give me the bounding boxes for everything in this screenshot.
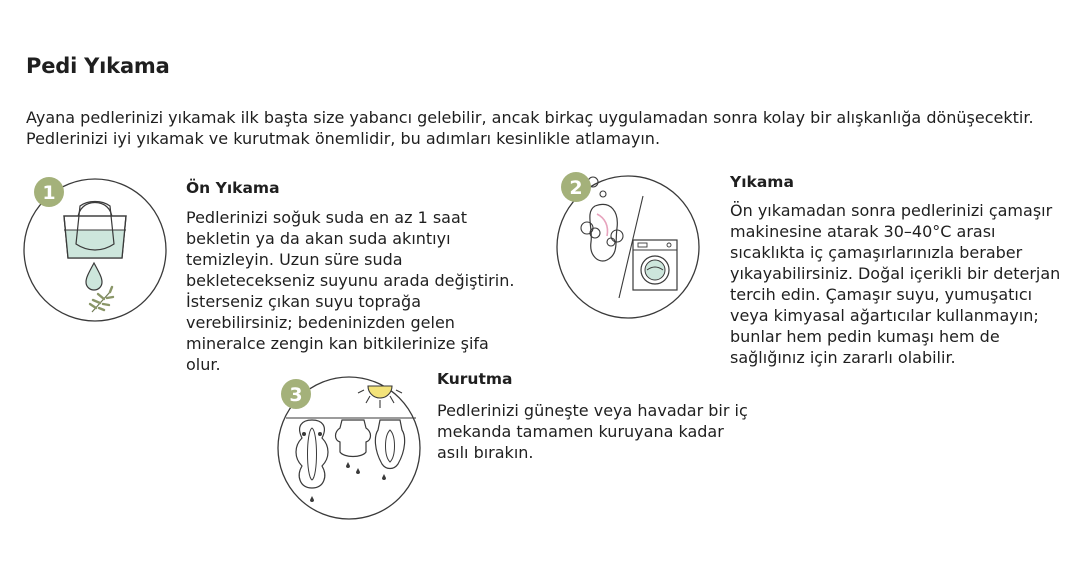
step-1-heading: Ön Yıkama [186, 179, 280, 197]
step-2-illustration [555, 166, 705, 326]
step-3-heading: Kurutma [437, 370, 513, 388]
step-2-heading: Yıkama [730, 173, 794, 191]
step-3-text: Pedlerinizi güneşte veya havadar bir iç mekanda tamamen kuruyana kadar asılı bırakın. [437, 401, 748, 462]
washing-machine-icon [555, 166, 705, 322]
step-3-number: 3 [289, 384, 303, 406]
sun-drying-line-icon [276, 372, 426, 524]
bucket-water-drop-plant-icon [22, 172, 172, 324]
step-3-illustration [276, 372, 426, 528]
intro-paragraph: Ayana pedlerinizi yıkamak ilk başta size yabancı gelebilir, ancak birkaç uygulamadan sonra kolay bir alışkanlığa dönüşecektir. Pedlerinizi iyi yıkamak ve kurutmak önemlidir, bu adımları kesinlikle atlamayın. [26, 108, 1034, 148]
page-title: Pedi Yıkama [26, 54, 170, 78]
step-2-text: Ön yıkamadan sonra pedlerinizi çamaşır makinesine atarak 30–40°C arası sıcaklıkta iç çamaşırlarınızla beraber yıkayabilirsiniz. Doğal içerikli bir deterjan tercih edin. Çamaşır suyu, yumuşatıcı veya kimyasal ağartıcılar kullanmayın; bunlar hem pedin kumaşı hem de sağlığınız için zararlı olabilir. [730, 201, 1061, 367]
step-1-number: 1 [42, 182, 56, 204]
step-1-illustration [22, 172, 172, 328]
step-1-text: Pedlerinizi soğuk suda en az 1 saat bekletin ya da akan suda akıntıyı temizleyin. Uzun süre suda bekletecekseniz suyunu arada değiştirin. İsterseniz çıkan suyu toprağa verebilirsiniz; bedeninizden gelen mineralce zengin kan bitkilerinize şifa olur. [186, 208, 515, 374]
step-2-number: 2 [569, 177, 583, 199]
